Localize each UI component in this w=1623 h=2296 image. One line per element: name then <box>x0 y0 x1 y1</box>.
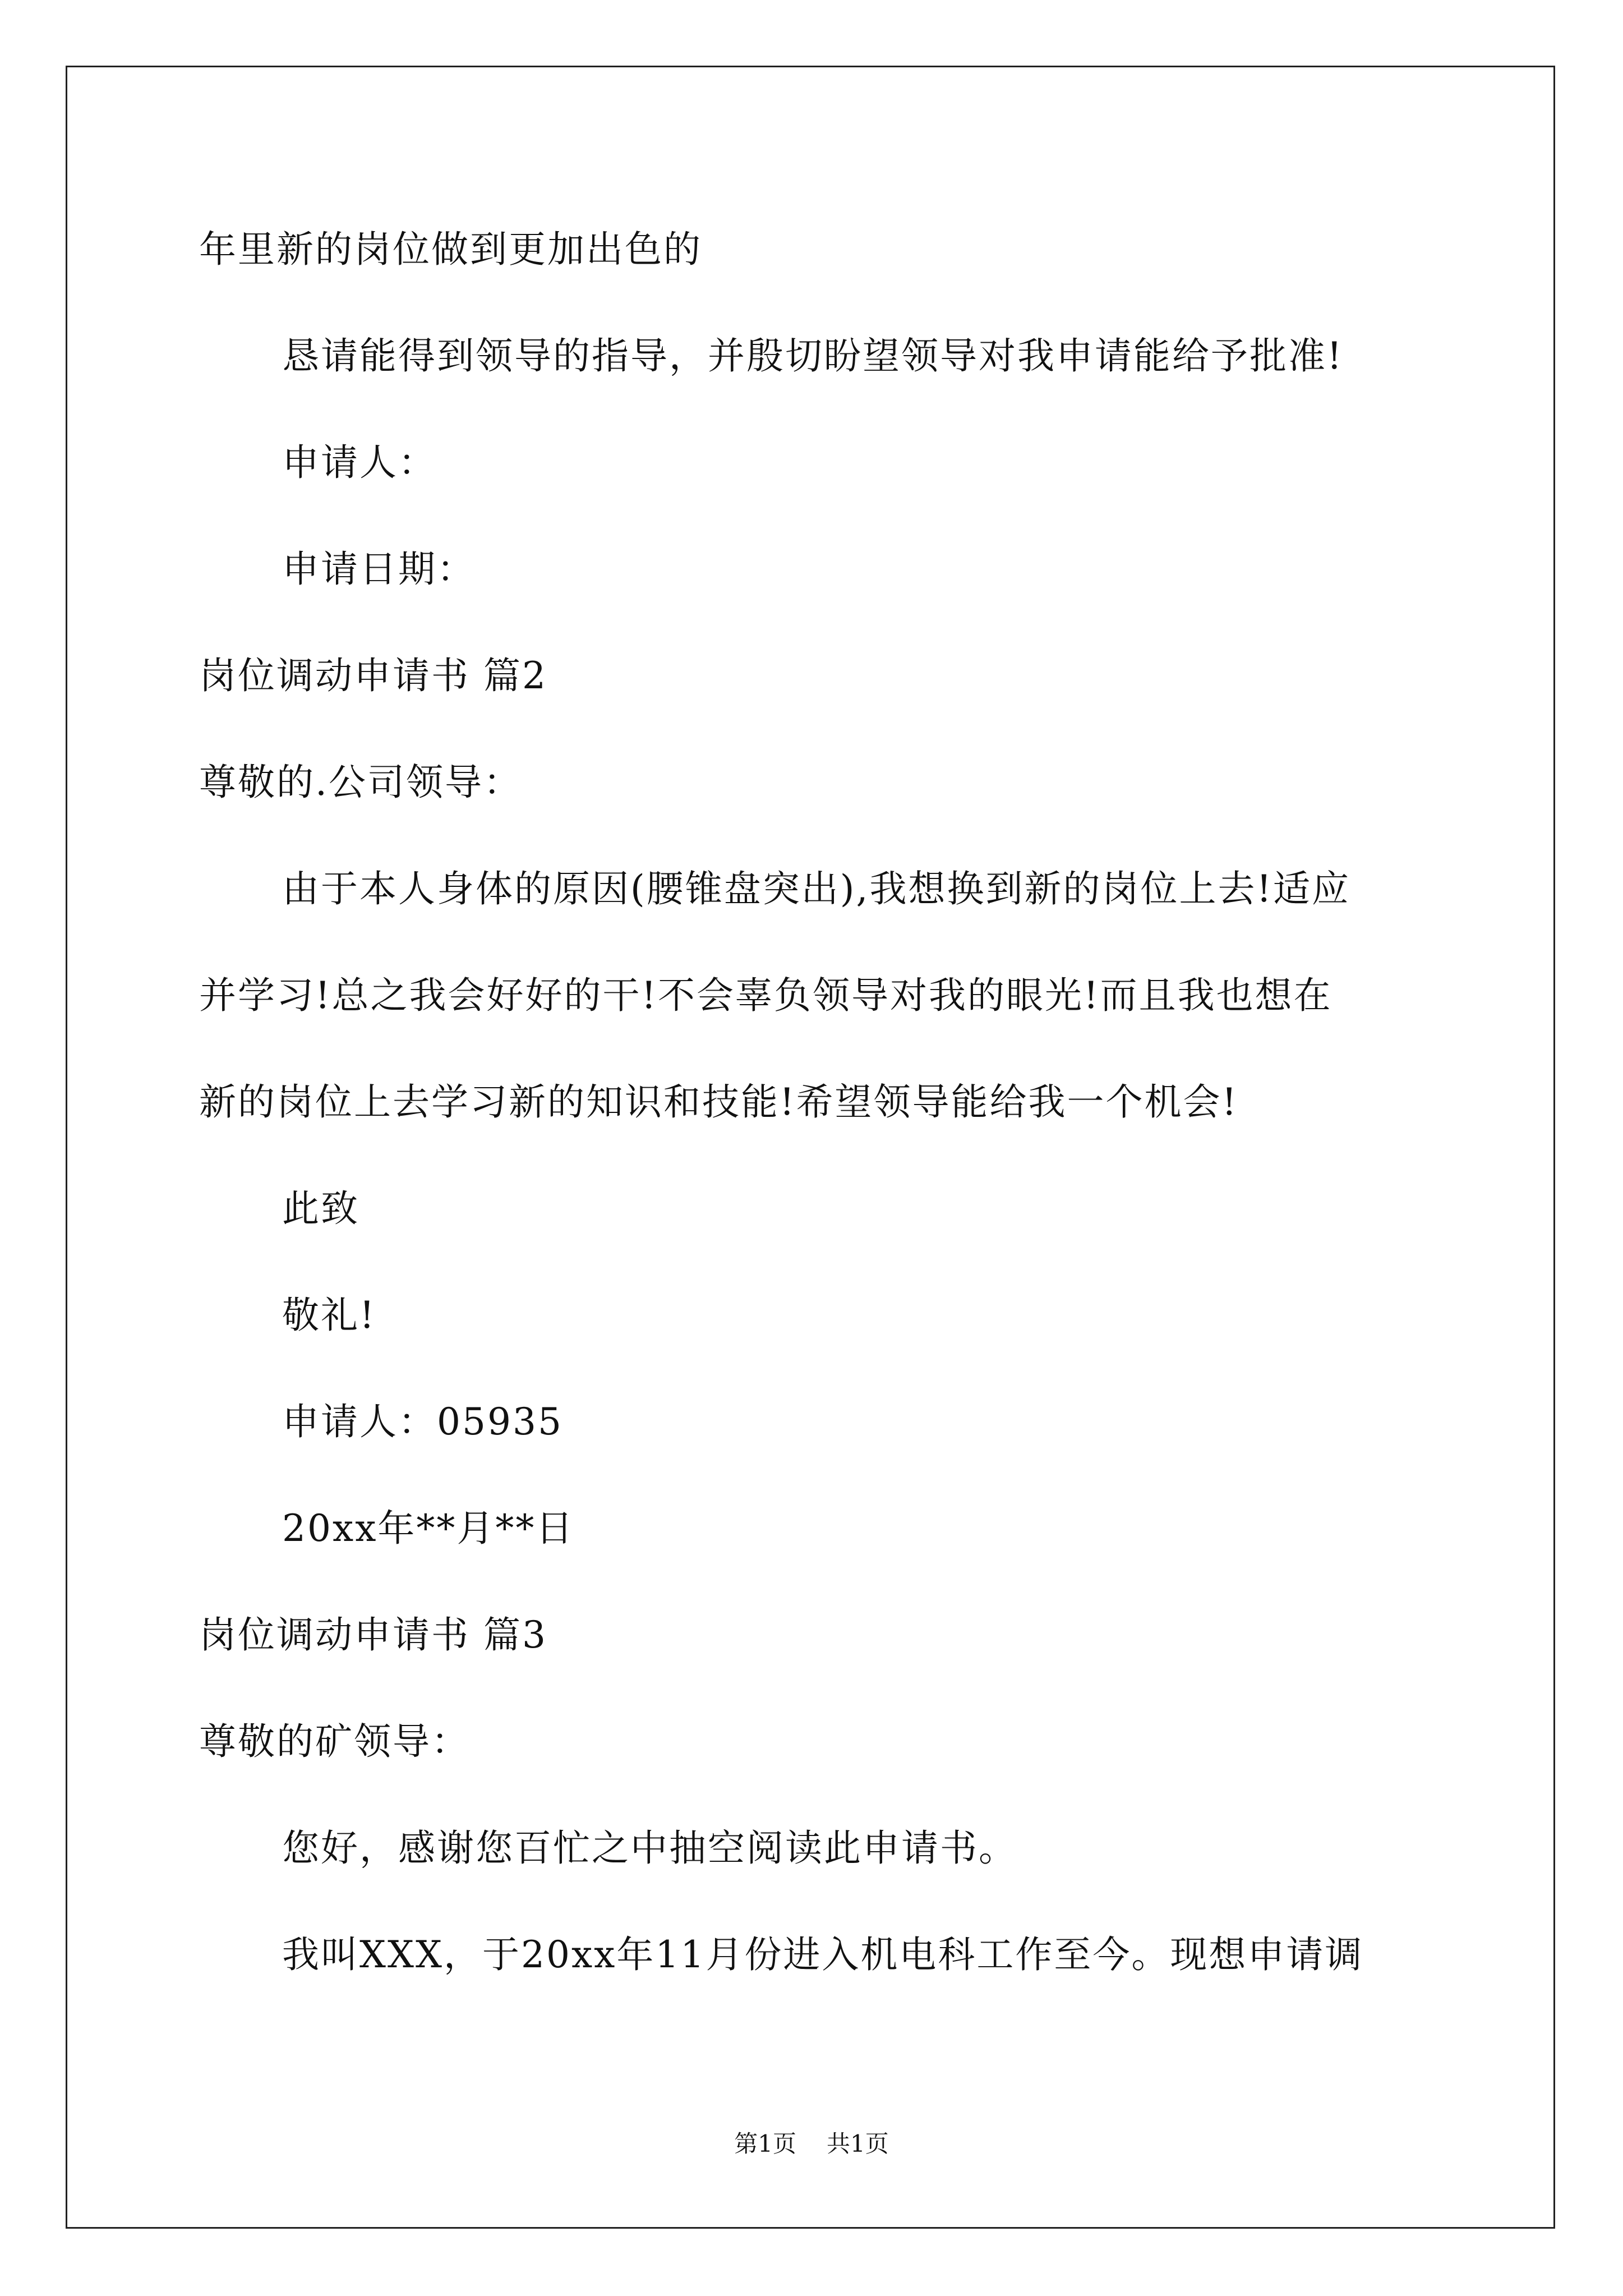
page-border <box>66 66 1555 2229</box>
signature-date: 20xx年**月**日 <box>282 1507 575 1550</box>
application-date-label: 申请日期： <box>282 547 476 591</box>
page-footer <box>0 2127 1623 2161</box>
paragraph-line: 您好，感谢您百忙之中抽空阅读此申请书。 <box>282 1826 1017 1870</box>
paragraph-line: 并学习!总之我会好好的干!不会辜负领导对我的眼光!而且我也想在 <box>199 974 1332 1017</box>
closing-salute: 敬礼! <box>282 1294 376 1337</box>
applicant-signature: 申请人：05935 <box>282 1400 563 1443</box>
section-heading-2: 岗位调动申请书 篇2 <box>199 654 547 697</box>
paragraph-line: 新的岗位上去学习新的知识和技能!希望领导能给我一个机会! <box>199 1080 1239 1124</box>
paragraph-line: 恳请能得到领导的指导，并殷切盼望领导对我申请能给予批准! <box>282 334 1344 378</box>
paragraph-line: 由于本人身体的原因(腰锥盘突出),我想换到新的岗位上去!适应 <box>282 867 1350 910</box>
salutation: 尊敬的.公司领导： <box>199 761 522 804</box>
salutation: 尊敬的矿领导： <box>199 1720 470 1763</box>
page-number: 第1页 <box>734 2130 796 2157</box>
paragraph-line: 我叫XXX，于20xx年11月份进入机电科工作至今。现想申请调 <box>282 1933 1364 1976</box>
applicant-label: 申请人： <box>282 441 437 484</box>
closing-phrase: 此致 <box>282 1187 359 1230</box>
page-total: 共1页 <box>827 2130 889 2157</box>
section-heading-3: 岗位调动申请书 篇3 <box>199 1613 547 1657</box>
paragraph-line: 年里新的岗位做到更加出色的 <box>199 228 702 271</box>
